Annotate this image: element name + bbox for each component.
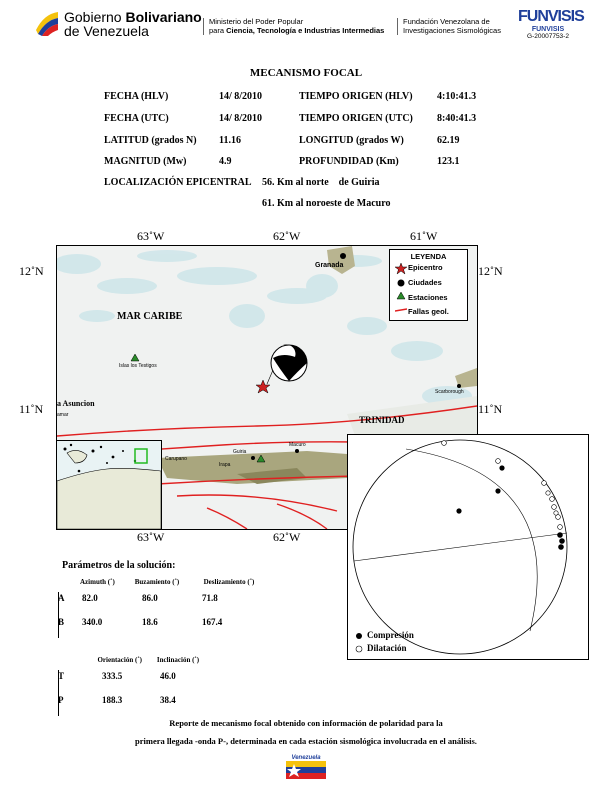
carupano-label: Carupano — [165, 456, 187, 462]
latitud-label: LATITUD (grados N) — [104, 135, 197, 146]
magnitud-label: MAGNITUD (Mw) — [104, 156, 187, 167]
stereonet-panel — [347, 434, 589, 660]
legend-dilatacion-icon — [356, 646, 362, 652]
lon-label-top-62: 62˚W — [273, 229, 301, 243]
inclinacion-value: 38.4 — [160, 695, 176, 705]
axis-label: T — [58, 671, 65, 681]
footer-note — [0, 714, 612, 750]
tiempo-hlv-value: 4:10:41.3 — [437, 91, 477, 102]
fecha-utc-value: 14/ 8/2010 — [219, 113, 263, 124]
lat-label-right-11: 11˚N — [478, 402, 503, 416]
scarborough-label: Scarborough — [435, 389, 464, 395]
foundation-line-2: Investigaciones Sismológicas — [403, 25, 501, 35]
params-title: Parámetros de la solución: — [62, 560, 176, 571]
trinidad-label: TRINIDAD — [359, 415, 405, 425]
legend-compresion: Compresión — [367, 630, 414, 640]
lon-label-bottom-63: 63˚W — [137, 530, 165, 544]
col-deslizamiento: Deslizamiento (˚) — [203, 578, 255, 586]
axis-label: P — [58, 695, 64, 705]
foundation-block — [397, 18, 501, 35]
latitud-value: 11.16 — [219, 135, 241, 146]
venezuela-bottom-logo — [284, 755, 328, 785]
legend-estaciones-icon — [397, 292, 405, 299]
tiempo-hlv-label: TIEMPO ORIGEN (HLV) — [299, 91, 413, 102]
localizacion-2: 61. Km al noroeste de Macuro — [262, 198, 391, 209]
inset-focus-box — [135, 449, 147, 463]
bottom-logo-text: Venezuela — [291, 755, 321, 761]
col-azimuth: Azimuth (˚) — [80, 578, 115, 586]
funvisis-logo — [518, 8, 584, 40]
plane-label: B — [58, 617, 65, 627]
islas-testigos-label: Islas los Testigos — [119, 363, 157, 369]
fecha-hlv-label: FECHA (HLV) — [104, 91, 169, 102]
guiria-label: Guiria — [233, 449, 247, 455]
funvisis-logo-mark: FUNVISIS — [518, 8, 584, 25]
ministry-line-2a: para — [209, 25, 227, 35]
rif-number: G-20007753-2 — [527, 33, 569, 40]
gov-name-2: Bolivariano — [125, 9, 202, 25]
inclinacion-value: 46.0 — [160, 671, 176, 681]
axes-table — [58, 656, 210, 712]
tiempo-utc-value: 8:40:41.3 — [437, 113, 477, 124]
table-divider-ab — [58, 592, 63, 638]
azimuth-value: 82.0 — [82, 593, 98, 603]
col-inclinacion: Inclinación (˚) — [156, 656, 200, 664]
lat-label-left-12: 12˚N — [19, 264, 44, 278]
gov-name-1: Gobierno — [64, 9, 126, 25]
lon-label-bottom-62: 62˚W — [273, 530, 301, 544]
lon-label-top-61: 61˚W — [410, 229, 438, 243]
legend-title: LEYENDA — [410, 252, 447, 261]
guiria-city-icon — [251, 456, 255, 460]
irapa-label: Irapa — [219, 462, 231, 468]
legend-estaciones: Estaciones — [408, 293, 448, 302]
macuro-label: Macuro — [289, 442, 306, 448]
plane-label: A — [58, 593, 65, 603]
amar-label: amar — [57, 412, 69, 418]
ministry-line-2b: Ciencia, Tecnología e Industrias Intermedias — [226, 25, 385, 35]
inset-map — [56, 440, 162, 530]
gov-name-3: de Venezuela — [64, 23, 149, 39]
buzamiento-value: 18.6 — [142, 617, 158, 627]
legend-fallas-icon — [395, 309, 407, 311]
legend-fallas: Fallas geol. — [408, 307, 449, 316]
footer-line-2: primera llegada -onda P-, determinada en cada estación sismológica involucrada en el análisis. — [135, 736, 477, 746]
col-buzamiento: Buzamiento (˚) — [134, 578, 180, 586]
legend-compresion-icon — [356, 633, 362, 639]
granada-label: Granada — [315, 262, 344, 269]
fecha-hlv-value: 14/ 8/2010 — [219, 91, 263, 102]
magnitud-value: 4.9 — [219, 156, 232, 167]
longitud-value: 62.19 — [437, 135, 460, 146]
table-row — [58, 664, 210, 688]
granada-city-icon — [340, 253, 346, 259]
orientacion-value: 188.3 — [102, 695, 123, 705]
legend-dilatacion: Dilatación — [367, 643, 407, 653]
localizacion-label: LOCALIZACIÓN EPICENTRAL — [104, 177, 252, 188]
mar-caribe-label: MAR CARIBE — [117, 311, 183, 322]
funvisis-name: FUNVISIS — [531, 26, 565, 33]
longitud-label: LONGITUD (grados W) — [299, 135, 404, 146]
macuro-city-icon — [295, 449, 299, 453]
table-row — [58, 688, 210, 712]
fecha-utc-label: FECHA (UTC) — [104, 113, 169, 124]
ministry-block — [203, 18, 384, 35]
table-divider-tp — [58, 670, 63, 716]
foundation-line-1: Fundación Venezolana de — [403, 17, 490, 26]
tiempo-utc-label: TIEMPO ORIGEN (UTC) — [299, 113, 413, 124]
deslizamiento-value: 167.4 — [202, 617, 223, 627]
venezuela-flag-icon — [34, 10, 60, 36]
lat-label-right-12: 12˚N — [478, 264, 503, 278]
legend-ciudades-icon — [398, 280, 405, 287]
ministry-line-1: Ministerio del Poder Popular — [209, 17, 304, 26]
page-title: MECANISMO FOCAL — [249, 67, 363, 79]
table-row — [58, 610, 268, 634]
profundidad-label: PROFUNDIDAD (Km) — [299, 156, 399, 167]
bottom-logo-icon — [286, 761, 326, 779]
lat-label-left-11: 11˚N — [19, 402, 44, 416]
col-orientacion: Orientación (˚) — [97, 656, 142, 664]
buzamiento-value: 86.0 — [142, 593, 158, 603]
orientacion-value: 333.5 — [102, 671, 123, 681]
legend-epicentro-icon — [395, 263, 407, 274]
table-row — [58, 586, 268, 610]
azimuth-value: 340.0 — [82, 617, 103, 627]
lon-label-top-63: 63˚W — [137, 229, 165, 243]
la-asuncion-label: a Asuncion — [57, 399, 95, 408]
localizacion-1: 56. Km al norte de Guiria — [262, 177, 380, 188]
map-legend — [389, 249, 468, 321]
legend-ciudades: Ciudades — [408, 278, 442, 287]
deslizamiento-value: 71.8 — [202, 593, 218, 603]
profundidad-value: 123.1 — [437, 156, 460, 167]
nodal-planes-table — [58, 578, 268, 634]
footer-line-1: Reporte de mecanismo focal obtenido con información de polaridad para la — [169, 718, 443, 728]
legend-epicentro: Epicentro — [408, 263, 443, 272]
scarborough-city-icon — [457, 384, 461, 388]
